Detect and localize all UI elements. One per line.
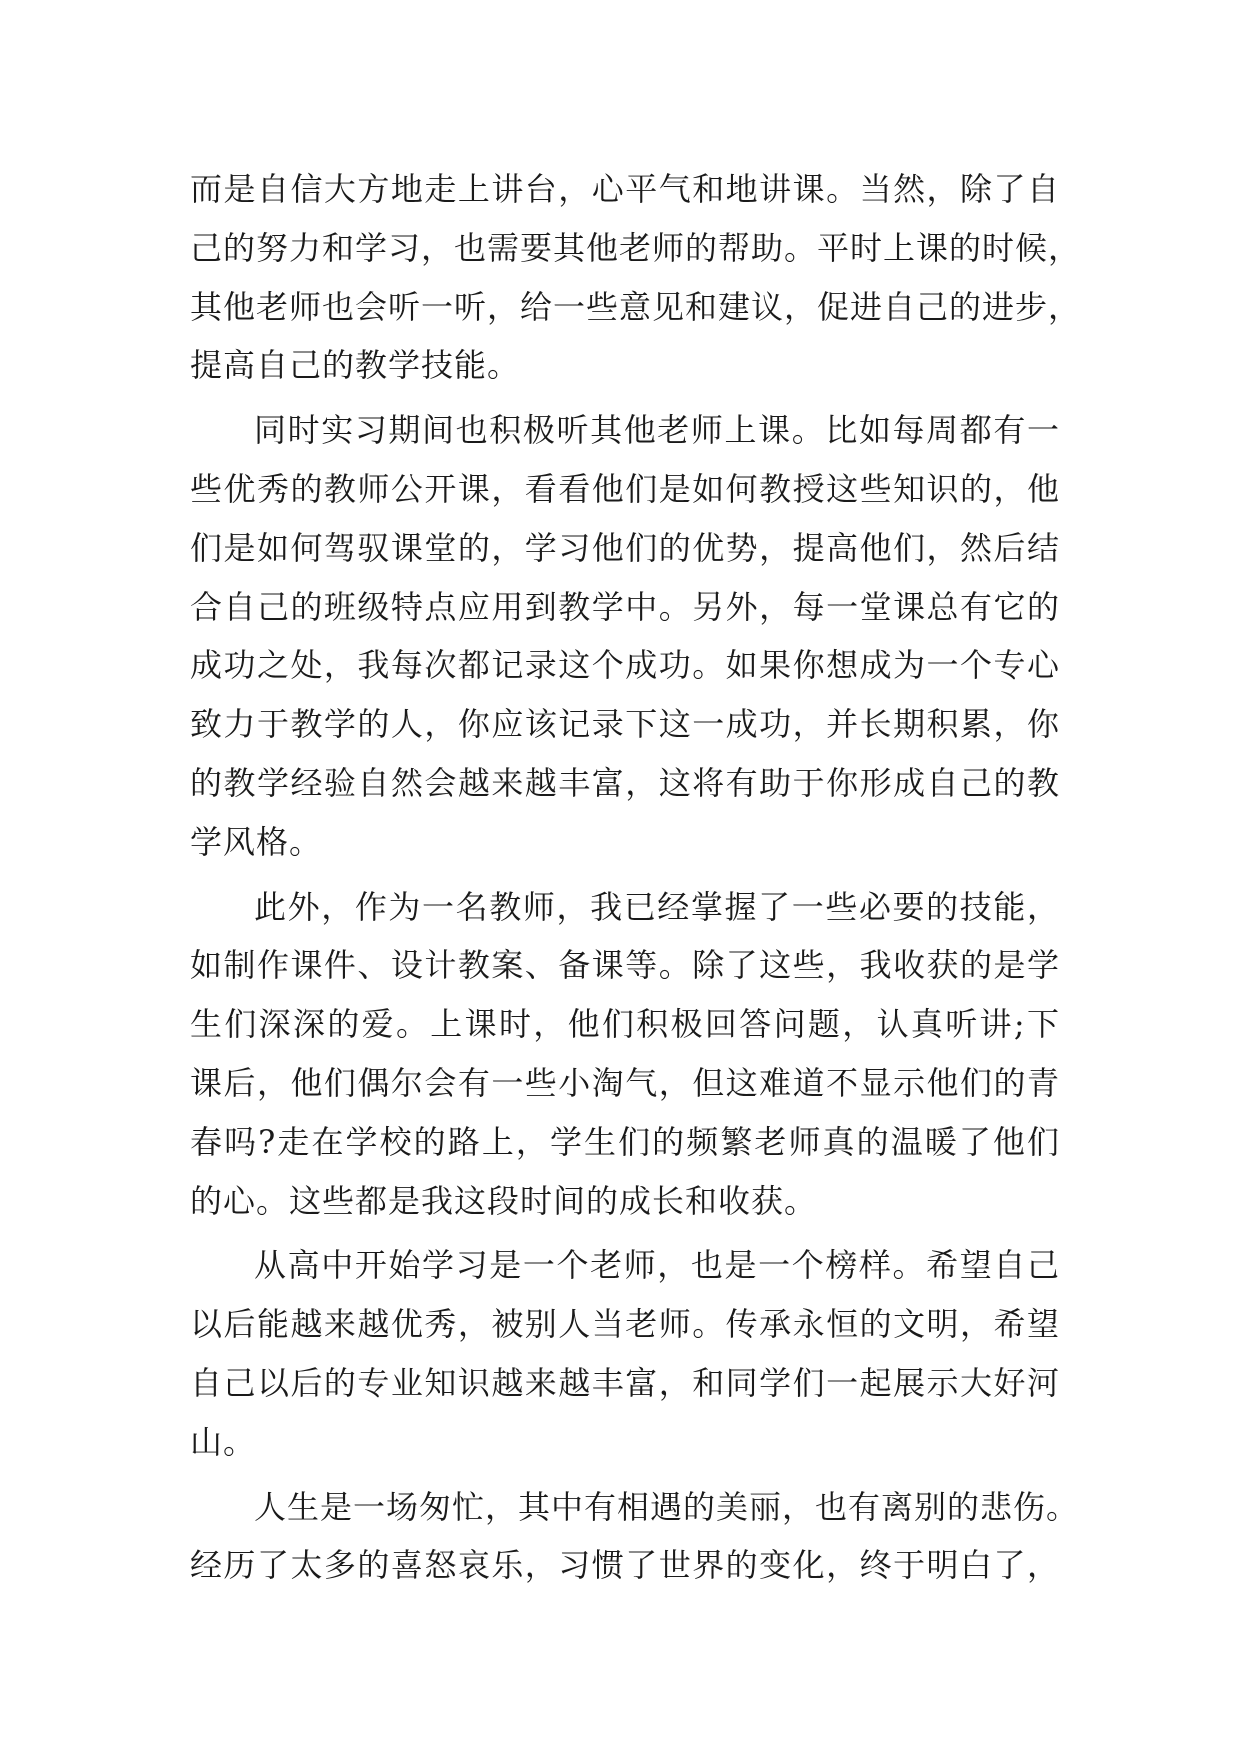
text-line: 的教学经验自然会越来越丰富，这将有助于你形成自己的教 [190, 763, 1060, 802]
text-line: 自己以后的专业知识越来越丰富，和同学们一起展示大好河 [190, 1363, 1060, 1402]
text-line: 以后能越来越优秀，被别人当老师。传承永恒的文明，希望 [190, 1305, 1060, 1344]
text-line: 提高自己的教学技能。 [190, 346, 521, 385]
text-line: 其他老师也会听一听，给一些意见和建议，促进自己的进步， [190, 287, 1082, 326]
paragraph [190, 1478, 1080, 1596]
text-line: 经历了太多的喜怒哀乐，习惯了世界的变化，终于明白了， [190, 1546, 1060, 1585]
text-line: 成功之处，我每次都记录这个成功。如果你想成为一个专心 [190, 646, 1060, 685]
text-line: 致力于教学的人，你应该记录下这一成功，并长期积累，你 [190, 705, 1060, 744]
text-line: 此外，作为一名教师，我已经掌握了一些必要的技能， [254, 887, 1060, 926]
document-body [190, 160, 1082, 1595]
text-line: 学风格。 [190, 822, 323, 861]
text-line: 课后，他们偶尔会有一些小淘气，但这难道不显示他们的青 [190, 1063, 1060, 1102]
text-line: 的心。这些都是我这段时间的成长和收获。 [190, 1181, 818, 1220]
text-line: 山。 [190, 1422, 257, 1461]
text-line: 而是自信大方地走上讲台，心平气和地讲课。当然，除了自 [190, 170, 1060, 208]
text-line: 如制作课件、设计教案、备课等。除了这些，我收获的是学 [190, 946, 1060, 985]
text-line: 些优秀的教师公开课，看看他们是如何教授这些知识的，他 [190, 469, 1060, 508]
text-line: 生们深深的爱。上课时，他们积极回答问题，认真听讲;下 [190, 1005, 1060, 1044]
paragraph [190, 160, 1082, 395]
paragraph [190, 878, 1060, 1231]
text-line: 同时实习期间也积极听其他老师上课。比如每周都有一 [254, 411, 1060, 450]
text-line: 合自己的班级特点应用到教学中。另外，每一堂课总有它的 [190, 587, 1060, 626]
text-line: 己的努力和学习，也需要其他老师的帮助。平时上课的时候， [190, 228, 1082, 267]
paragraph [190, 401, 1060, 871]
text-line: 们是如何驾驭课堂的，学习他们的优势，提高他们，然后结 [190, 528, 1060, 567]
paragraph [190, 1236, 1060, 1471]
text-line: 人生是一场匆忙，其中有相遇的美丽，也有离别的悲伤。 [254, 1487, 1080, 1526]
text-line: 从高中开始学习是一个老师，也是一个榜样。希望自己 [254, 1246, 1060, 1285]
text-line: 春吗?走在学校的路上，学生们的频繁老师真的温暖了他们 [190, 1122, 1060, 1161]
